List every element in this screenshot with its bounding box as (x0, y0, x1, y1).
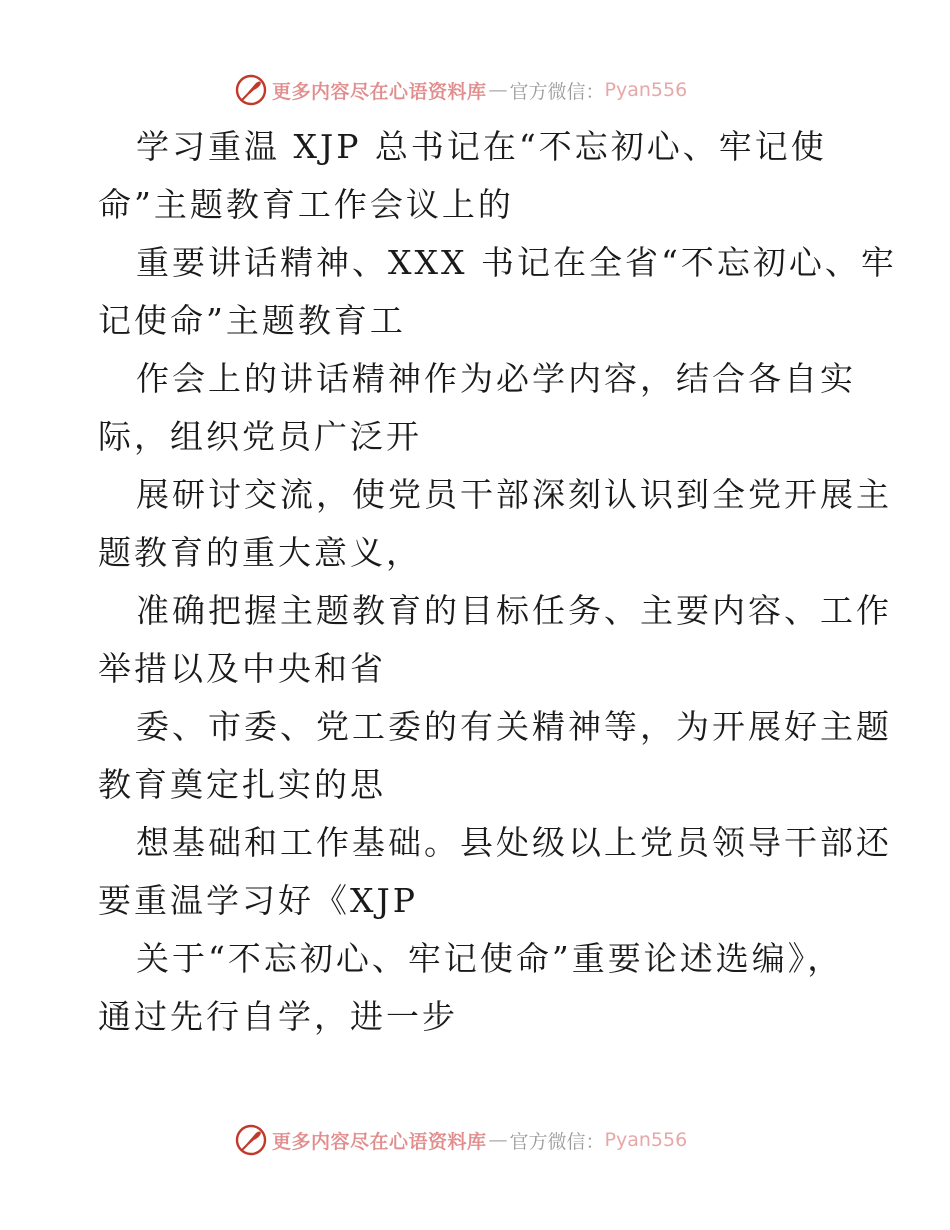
text-line: 准确把握主题教育的目标任务、主要内容、工作 (136, 591, 892, 630)
footer-banner (234, 1120, 687, 1160)
banner-separator: — (488, 1129, 508, 1151)
text-line: 要重温学习好《XJP (98, 881, 418, 920)
banner-wechat-id: Pyan556 (604, 1129, 688, 1151)
text-line: 关于“不忘初心、牢记使命”重要论述选编》， (136, 939, 844, 978)
text-line: 作会上的讲话精神作为必学内容，结合各自实 (136, 359, 856, 398)
text-line: 重要讲话精神、XXX 书记在全省“不忘初心、牢 (136, 243, 897, 282)
quill-logo-icon (234, 73, 268, 107)
banner-wechat-id: Pyan556 (604, 79, 688, 101)
text-line: 学习重温 XJP 总书记在“不忘初心、牢记使 (136, 127, 827, 166)
text-line: 展研讨交流，使党员干部深刻认识到全党开展主 (136, 475, 892, 514)
banner-label: 官方微信： (509, 80, 605, 103)
banner-text: 更多内容尽在心语资料库 (272, 80, 487, 103)
text-line: 举措以及中央和省 (98, 649, 386, 688)
text-line: 通过先行自学，进一步 (98, 997, 458, 1036)
text-line: 委、市委、党工委的有关精神等，为开展好主题 (136, 707, 892, 746)
text-line: 题教育的重大意义， (98, 533, 422, 572)
banner-text: 更多内容尽在心语资料库 (272, 1130, 487, 1153)
text-line: 际，组织党员广泛开 (98, 417, 422, 456)
banner-separator: — (488, 79, 508, 101)
text-line: 记使命”主题教育工 (98, 301, 406, 340)
document-body (98, 118, 897, 1046)
text-line: 命”主题教育工作会议上的 (98, 185, 514, 224)
banner-label: 官方微信： (509, 1130, 605, 1153)
text-line: 教育奠定扎实的思 (98, 765, 386, 804)
text-line: 想基础和工作基础。县处级以上党员领导干部还 (136, 823, 892, 862)
header-banner (234, 70, 687, 110)
quill-logo-icon (234, 1123, 268, 1157)
